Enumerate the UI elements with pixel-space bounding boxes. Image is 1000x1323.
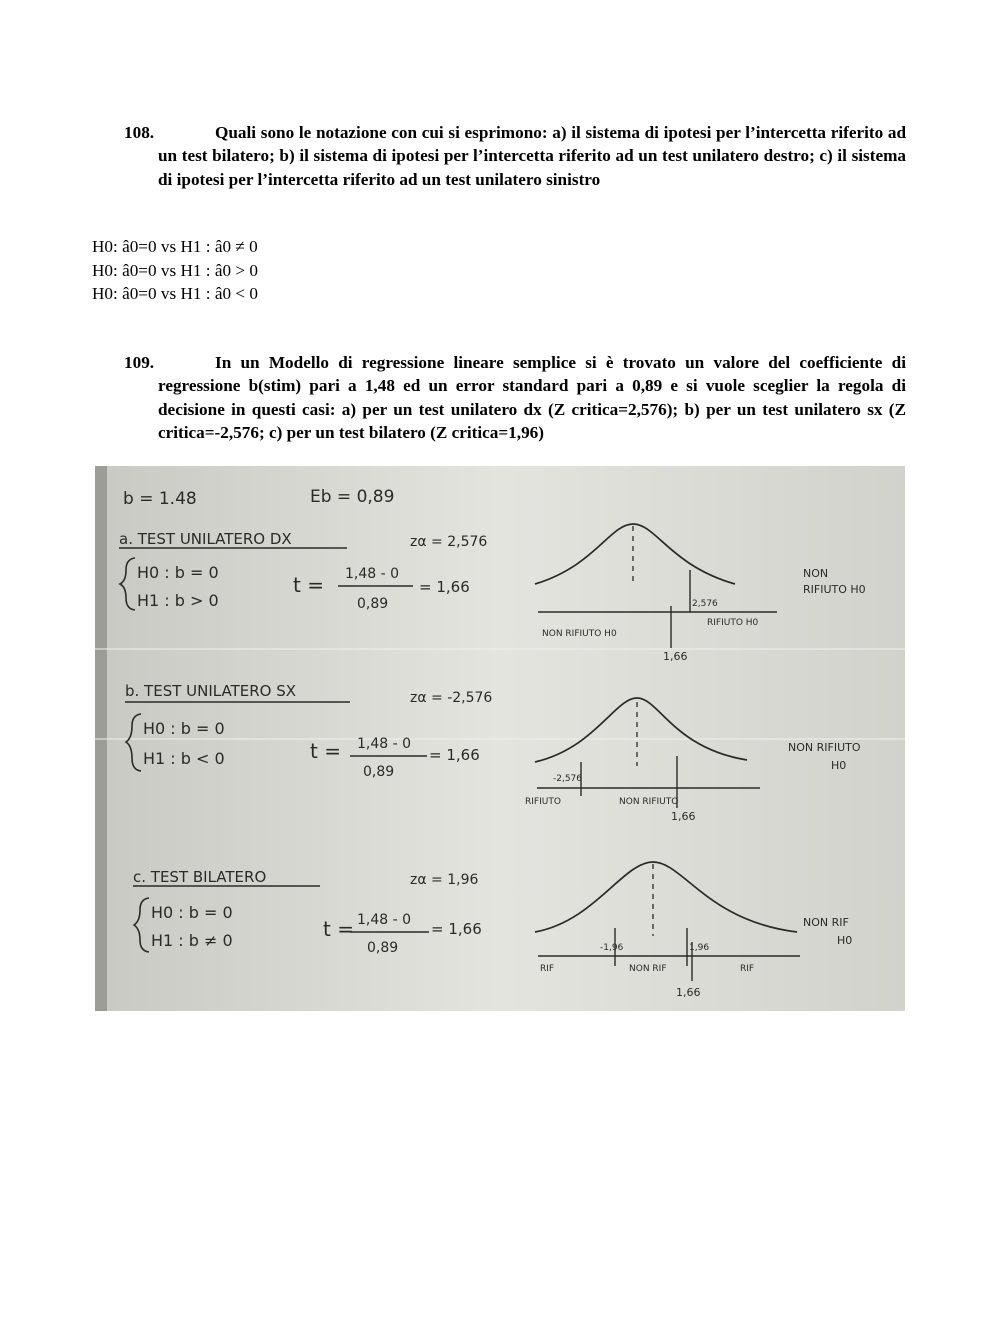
section-a-right-region: RIFIUTO H0 — [707, 618, 759, 628]
se-value: Eb = 0,89 — [310, 487, 395, 507]
section-b-h1: H1 : b < 0 — [143, 749, 225, 768]
section-b-title: b. TEST UNILATERO SX — [125, 682, 297, 700]
section-c-t-numerator: 1,48 - 0 — [357, 912, 412, 928]
section-b-decision-2: H0 — [831, 759, 847, 772]
section-b-t-result: = 1,66 — [429, 746, 480, 764]
section-a-left-region: NON RIFIUTO H0 — [542, 629, 617, 639]
section-a-h0: H0 : b = 0 — [137, 563, 219, 582]
section-a-t-symbol: t = — [293, 573, 324, 597]
section-c-stat-label: 1,66 — [676, 986, 701, 999]
question-109 — [124, 351, 906, 445]
question-text: Quali sono le notazione con cui si esprimono: a) il sistema di ipotesi per l’intercetta riferito ad un test bilatero; b) il sistema di ipotesi per l’intercetta riferito ad un test unilatero destro; c) il sistema di ipotesi per l’intercetta riferito ad un test unilatero sinistro — [158, 123, 906, 189]
section-a-t-result: = 1,66 — [419, 578, 470, 596]
section-b-stat-label: 1,66 — [671, 810, 696, 823]
section-a-zcrit: zα = 2,576 — [410, 534, 488, 550]
section-c-right-region: RIF — [740, 964, 755, 974]
section-b-t-denominator: 0,89 — [363, 764, 395, 780]
section-b-crit-label: -2,576 — [553, 774, 583, 784]
section-c-h1: H1 : b ≠ 0 — [151, 931, 233, 950]
section-c-decision-2: H0 — [837, 934, 853, 947]
section-c-h0: H0 : b = 0 — [151, 903, 233, 922]
question-108 — [124, 121, 906, 191]
section-c-t-symbol: t = — [323, 917, 354, 941]
section-c-decision-1: NON RIF — [803, 916, 849, 929]
question-text: In un Modello di regressione lineare semplice si è trovato un valore del coefficiente di regressione b(stim) pari a 1,48 ed un error standard pari a 0,89 e si vuole sceglier la regola di decisione in questi casi: a) per un test unilatero dx (Z critica=2,576); b) per un test unilatero sx (Z critica=-2,576; c) per un test bilatero (Z critica=1,96) — [158, 353, 906, 443]
section-b-t-symbol: t = — [310, 739, 341, 763]
section-a-title: a. TEST UNILATERO DX — [119, 530, 292, 548]
section-c-left-region: RIF — [540, 964, 555, 974]
section-a-t-numerator: 1,48 - 0 — [345, 566, 400, 582]
section-b-t-numerator: 1,48 - 0 — [357, 736, 412, 752]
section-a-decision-1: NON — [803, 567, 829, 580]
section-a-crit-label: 2,576 — [692, 599, 718, 609]
section-c-crit-left-label: -1,96 — [600, 943, 624, 953]
section-a-stat-label: 1,66 — [663, 650, 688, 663]
question-number: 109. — [124, 353, 155, 372]
section-b-left-region: RIFIUTO — [525, 797, 561, 807]
section-c-crit-right-label: 1,96 — [689, 943, 710, 953]
b-value: b = 1.48 — [123, 489, 197, 509]
section-b-right-region: NON RIFIUTO — [619, 797, 679, 807]
section-b-zcrit: zα = -2,576 — [410, 690, 493, 706]
section-a-t-denominator: 0,89 — [357, 596, 389, 612]
section-c-mid-region: NON RIF — [629, 964, 667, 974]
section-b-decision-1: NON RIFIUTO — [788, 741, 861, 754]
hypothesis-bilateral: H0: â0=0 vs H1 : â0 ≠ 0 — [92, 237, 258, 256]
handwritten-notes-photo — [95, 466, 905, 1011]
section-c-zcrit: zα = 1,96 — [410, 872, 479, 888]
section-a-decision-2: RIFIUTO H0 — [803, 583, 866, 596]
question-number: 108. — [124, 123, 155, 142]
section-c-t-result: = 1,66 — [431, 920, 482, 938]
section-c-t-denominator: 0,89 — [367, 940, 399, 956]
section-c-title: c. TEST BILATERO — [133, 868, 267, 886]
section-a-h1: H1 : b > 0 — [137, 591, 219, 610]
section-b-h0: H0 : b = 0 — [143, 719, 225, 738]
hypotheses-list — [92, 235, 258, 306]
hypothesis-left: H0: â0=0 vs H1 : â0 < 0 — [92, 284, 258, 303]
hypothesis-right: H0: â0=0 vs H1 : â0 > 0 — [92, 260, 258, 280]
